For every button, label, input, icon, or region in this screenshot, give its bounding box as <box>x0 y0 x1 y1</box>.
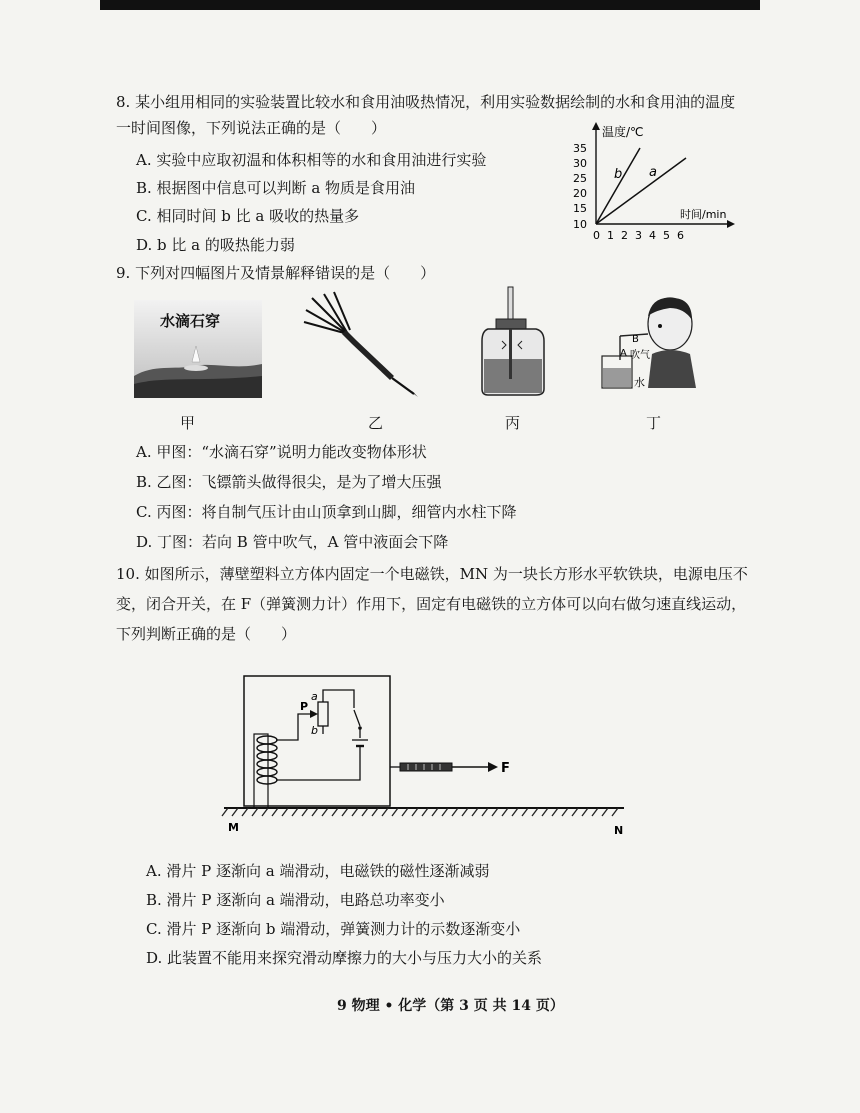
caption-bing: 丙 <box>505 414 521 432</box>
scan-top-edge <box>100 0 760 10</box>
y-axis-arrow-icon <box>592 122 600 130</box>
ding-label-blow: 吹气 <box>630 350 650 361</box>
ytick-10: 10 <box>573 218 587 231</box>
q8-stem-line2: 一时间图像，下列说法正确的是（ ） <box>116 119 387 137</box>
q9-image-bing <box>478 285 548 398</box>
q8-stem-line1: 8. 某小组用相同的实验装置比较水和食用油吸热情况，利用实验数据绘制的水和食用油的温度 <box>116 93 736 111</box>
ytick-15: 15 <box>573 202 587 215</box>
q10-option-d: D. 此装置不能用来探究滑动摩擦力的大小与压力大小的关系 <box>146 949 543 967</box>
label-m: M <box>228 821 239 834</box>
q9-option-d: D. 丁图：若向 B 管中吹气，A 管中液面会下降 <box>136 533 449 551</box>
q9-option-c: C. 丙图：将自制气压计由山顶拿到山脚，细管内水柱下降 <box>136 503 517 521</box>
q9-image-ding <box>592 290 702 398</box>
caption-ding: 丁 <box>646 414 662 432</box>
xtick-5: 5 <box>663 229 670 242</box>
page-footer: 9 物理 • 化学（第 3 页 共 14 页） <box>337 998 564 1014</box>
ding-label-water: 水 <box>634 376 645 389</box>
q8-option-c: C. 相同时间 b 比 a 吸收的热量多 <box>136 207 360 225</box>
graph-line-label-b: b <box>614 167 623 182</box>
q10-circuit-diagram <box>214 668 634 840</box>
q9-option-b: B. 乙图：飞镖箭头做得很尖，是为了增大压强 <box>136 473 442 491</box>
graph-line-label-a: a <box>649 165 657 180</box>
q9-image-jia <box>134 300 262 398</box>
label-n: N <box>614 824 624 837</box>
ytick-20: 20 <box>573 187 587 200</box>
xtick-3: 3 <box>635 229 642 242</box>
q8-option-b: B. 根据图中信息可以判断 a 物质是食用油 <box>136 179 416 197</box>
graph-y-label: 温度/℃ <box>602 125 644 139</box>
ding-label-a: A <box>620 348 627 359</box>
label-b: b <box>311 724 318 737</box>
graph-line-a <box>596 158 686 224</box>
label-a: a <box>311 690 318 703</box>
q8-option-d: D. b 比 a 的吸热能力弱 <box>136 236 295 254</box>
q10-stem-line3: 下列判断正确的是（ ） <box>116 625 297 643</box>
xtick-4: 4 <box>649 229 656 242</box>
switch-icon <box>354 710 360 726</box>
electromagnet-coil-icon <box>257 736 277 784</box>
caption-yi: 乙 <box>368 414 384 432</box>
q8-option-a: A. 实验中应取初温和体积相等的水和食用油进行实验 <box>136 151 487 169</box>
q9-option-a: A. 甲图：“水滴石穿”说明力能改变物体形状 <box>136 443 427 461</box>
dart-body-icon <box>342 330 394 380</box>
ground-hatch <box>222 808 618 816</box>
label-f: F <box>501 761 510 776</box>
jia-title-text: 水滴石穿 <box>160 312 221 330</box>
q9-image-yi <box>300 290 430 398</box>
graph-x-label: 时间/min <box>680 208 727 221</box>
x-axis-arrow-icon <box>727 220 735 228</box>
label-p: P <box>300 700 309 713</box>
ytick-35: 35 <box>573 142 587 155</box>
caption-jia: 甲 <box>180 414 196 432</box>
xtick-0: 0 <box>593 229 600 242</box>
xtick-1: 1 <box>607 229 614 242</box>
graph-line-b <box>596 148 640 224</box>
ding-label-b: B <box>632 334 639 345</box>
q9-stem: 9. 下列对四幅图片及情景解释错误的是（ ） <box>116 264 436 282</box>
q10-stem-line2: 变，闭合开关，在 F（弹簧测力计）作用下，固定有电磁铁的立方体可以向右做匀速直线运动， <box>116 595 747 613</box>
q8-temperature-graph <box>560 120 740 245</box>
ytick-30: 30 <box>573 157 587 170</box>
q10-option-b: B. 滑片 P 逐渐向 a 端滑动，电路总功率变小 <box>146 891 445 909</box>
q10-stem-line1: 10. 如图所示，薄壁塑料立方体内固定一个电磁铁，MN 为一块长方形水平软铁块，电源电压不 <box>116 565 748 583</box>
ytick-25: 25 <box>573 172 587 185</box>
rheostat-icon <box>318 702 328 726</box>
q10-option-c: C. 滑片 P 逐渐向 b 端滑动，弹簧测力计的示数逐渐变小 <box>146 920 521 938</box>
xtick-6: 6 <box>677 229 684 242</box>
slider-arrow-icon <box>310 710 318 718</box>
q10-option-a: A. 滑片 P 逐渐向 a 端滑动，电磁铁的磁性逐渐减弱 <box>146 862 490 880</box>
boy-shirt-icon <box>648 350 696 388</box>
force-arrow-icon <box>488 762 498 772</box>
xtick-2: 2 <box>621 229 628 242</box>
